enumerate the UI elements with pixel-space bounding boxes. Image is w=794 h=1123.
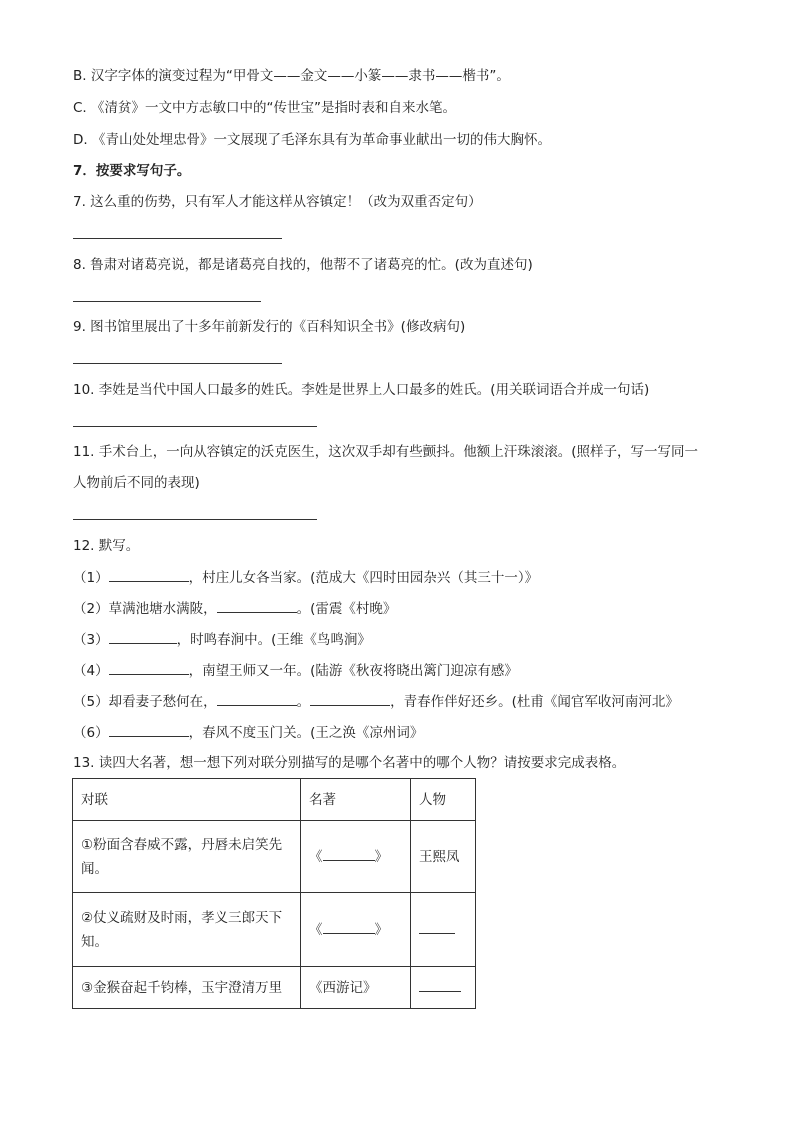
header-book: 名著 [301,779,411,821]
book-cell [301,893,411,967]
dictation-item-2 [73,598,396,619]
couplet-line-1: ①粉面含春威不露，丹唇未启笑先 [81,836,283,853]
book-close: 》 [374,921,388,938]
person-cell [411,893,476,967]
item-text: ，南望王师又一年。(陆游《秋夜将晓出篱门迎凉有感》 [188,663,518,679]
dictation-blank[interactable] [217,691,297,706]
dictation-item-6 [73,722,423,743]
book-open: 《 [309,848,323,865]
answer-line-8[interactable] [73,301,261,302]
couplet-cell [73,821,301,893]
person-blank[interactable] [419,977,461,992]
item-number: （1） [73,570,109,586]
item-text: ，村庄儿女各当家。(范成大《四时田园杂兴（其三十一）》 [188,570,539,586]
header-person: 人物 [411,779,476,821]
dictation-item-5 [73,691,679,712]
question-11-line-1: 11. 手术台上，一向从容镇定的沃克医生，这次双手却有些颤抖。他额上汗珠滚滚。(照样子，写一写同一 [73,444,699,460]
item-text: ，时鸣春涧中。(王维《鸟鸣涧》 [176,632,371,648]
answer-line-11[interactable] [73,519,317,520]
question-11-line-2: 人物前后不同的表现) [73,475,200,491]
answer-line-9[interactable] [73,363,282,364]
question-13-intro: 13. 读四大名著，想一想下列对联分别描写的是哪个名著中的哪个人物？请按要求完成表格。 [73,755,626,771]
item-pre-text: 草满池塘水满陂， [108,601,217,617]
dictation-blank[interactable] [109,567,189,582]
dictation-item-3 [73,629,371,650]
item-pre-text: 却看妻子愁何在， [108,694,217,710]
couplet-line-2: 闻。 [81,860,108,877]
book-cell [301,821,411,893]
question-9: 9. 图书馆里展出了十多年前新发行的《百科知识全书》(修改病句) [73,319,466,335]
question-12-title: 12. 默写。 [73,538,140,554]
dictation-blank[interactable] [217,598,297,613]
item-number: （2） [73,601,109,617]
book-open: 《 [309,921,323,938]
dictation-blank[interactable] [310,691,390,706]
item-number: （5） [73,694,109,710]
section-7-title: 7．按要求写句子。 [73,163,191,179]
book-blank[interactable] [323,846,375,861]
table-row [73,821,476,893]
answer-line-7[interactable] [73,238,282,239]
item-number: （3） [73,632,109,648]
header-couplet: 对联 [73,779,301,821]
book-cell: 《西游记》 [301,967,411,1009]
dictation-item-4 [73,660,518,681]
book-close: 》 [374,848,388,865]
table-header-row [73,779,476,821]
book-blank[interactable] [323,919,375,934]
table-row [73,893,476,967]
question-10: 10. 李姓是当代中国人口最多的姓氏。李姓是世界上人口最多的姓氏。(用关联词语合并成一句话) [73,382,650,398]
question-7: 7. 这么重的伤势，只有军人才能这样从容镇定！（改为双重否定句） [73,194,482,210]
dictation-blank[interactable] [109,660,189,675]
option-b: B. 汉字字体的演变过程为“甲骨文——金文——小篆——隶书——楷书”。 [73,68,510,84]
item-number: （4） [73,663,109,679]
dictation-item-1 [73,567,538,588]
item-number: （6） [73,725,109,741]
option-d: D. 《青山处处埋忠骨》一文展现了毛泽东具有为革命事业献出一切的伟大胸怀。 [73,132,551,148]
person-cell [411,967,476,1009]
couplet-cell [73,893,301,967]
couplet-cell: ③金猴奋起千钧棒，玉宇澄清万里 [73,967,301,1009]
item-text: ，青春作伴好还乡。(杜甫《闻官军收河南河北》 [390,694,679,710]
answer-line-10[interactable] [73,426,317,427]
person-blank[interactable] [419,919,455,934]
table-row [73,967,476,1009]
couplet-line-2: 知。 [81,933,108,950]
item-mid-text: 。 [296,694,311,710]
dictation-blank[interactable] [109,722,189,737]
option-c: C. 《清贫》一文中方志敏口中的“传世宝”是指时表和自来水笔。 [73,100,456,116]
item-text: 。(雷震《村晚》 [296,601,397,617]
question-8: 8. 鲁肃对诸葛亮说，都是诸葛亮自找的，他帮不了诸葛亮的忙。(改为直述句) [73,257,533,273]
couplet-line-1: ②仗义疏财及时雨，孝义三郎天下 [81,909,283,926]
dictation-blank[interactable] [109,629,177,644]
person-cell: 王熙凤 [411,821,476,893]
famous-novels-table [72,778,476,1009]
item-text: ，春风不度玉门关。(王之涣《凉州词》 [188,725,424,741]
